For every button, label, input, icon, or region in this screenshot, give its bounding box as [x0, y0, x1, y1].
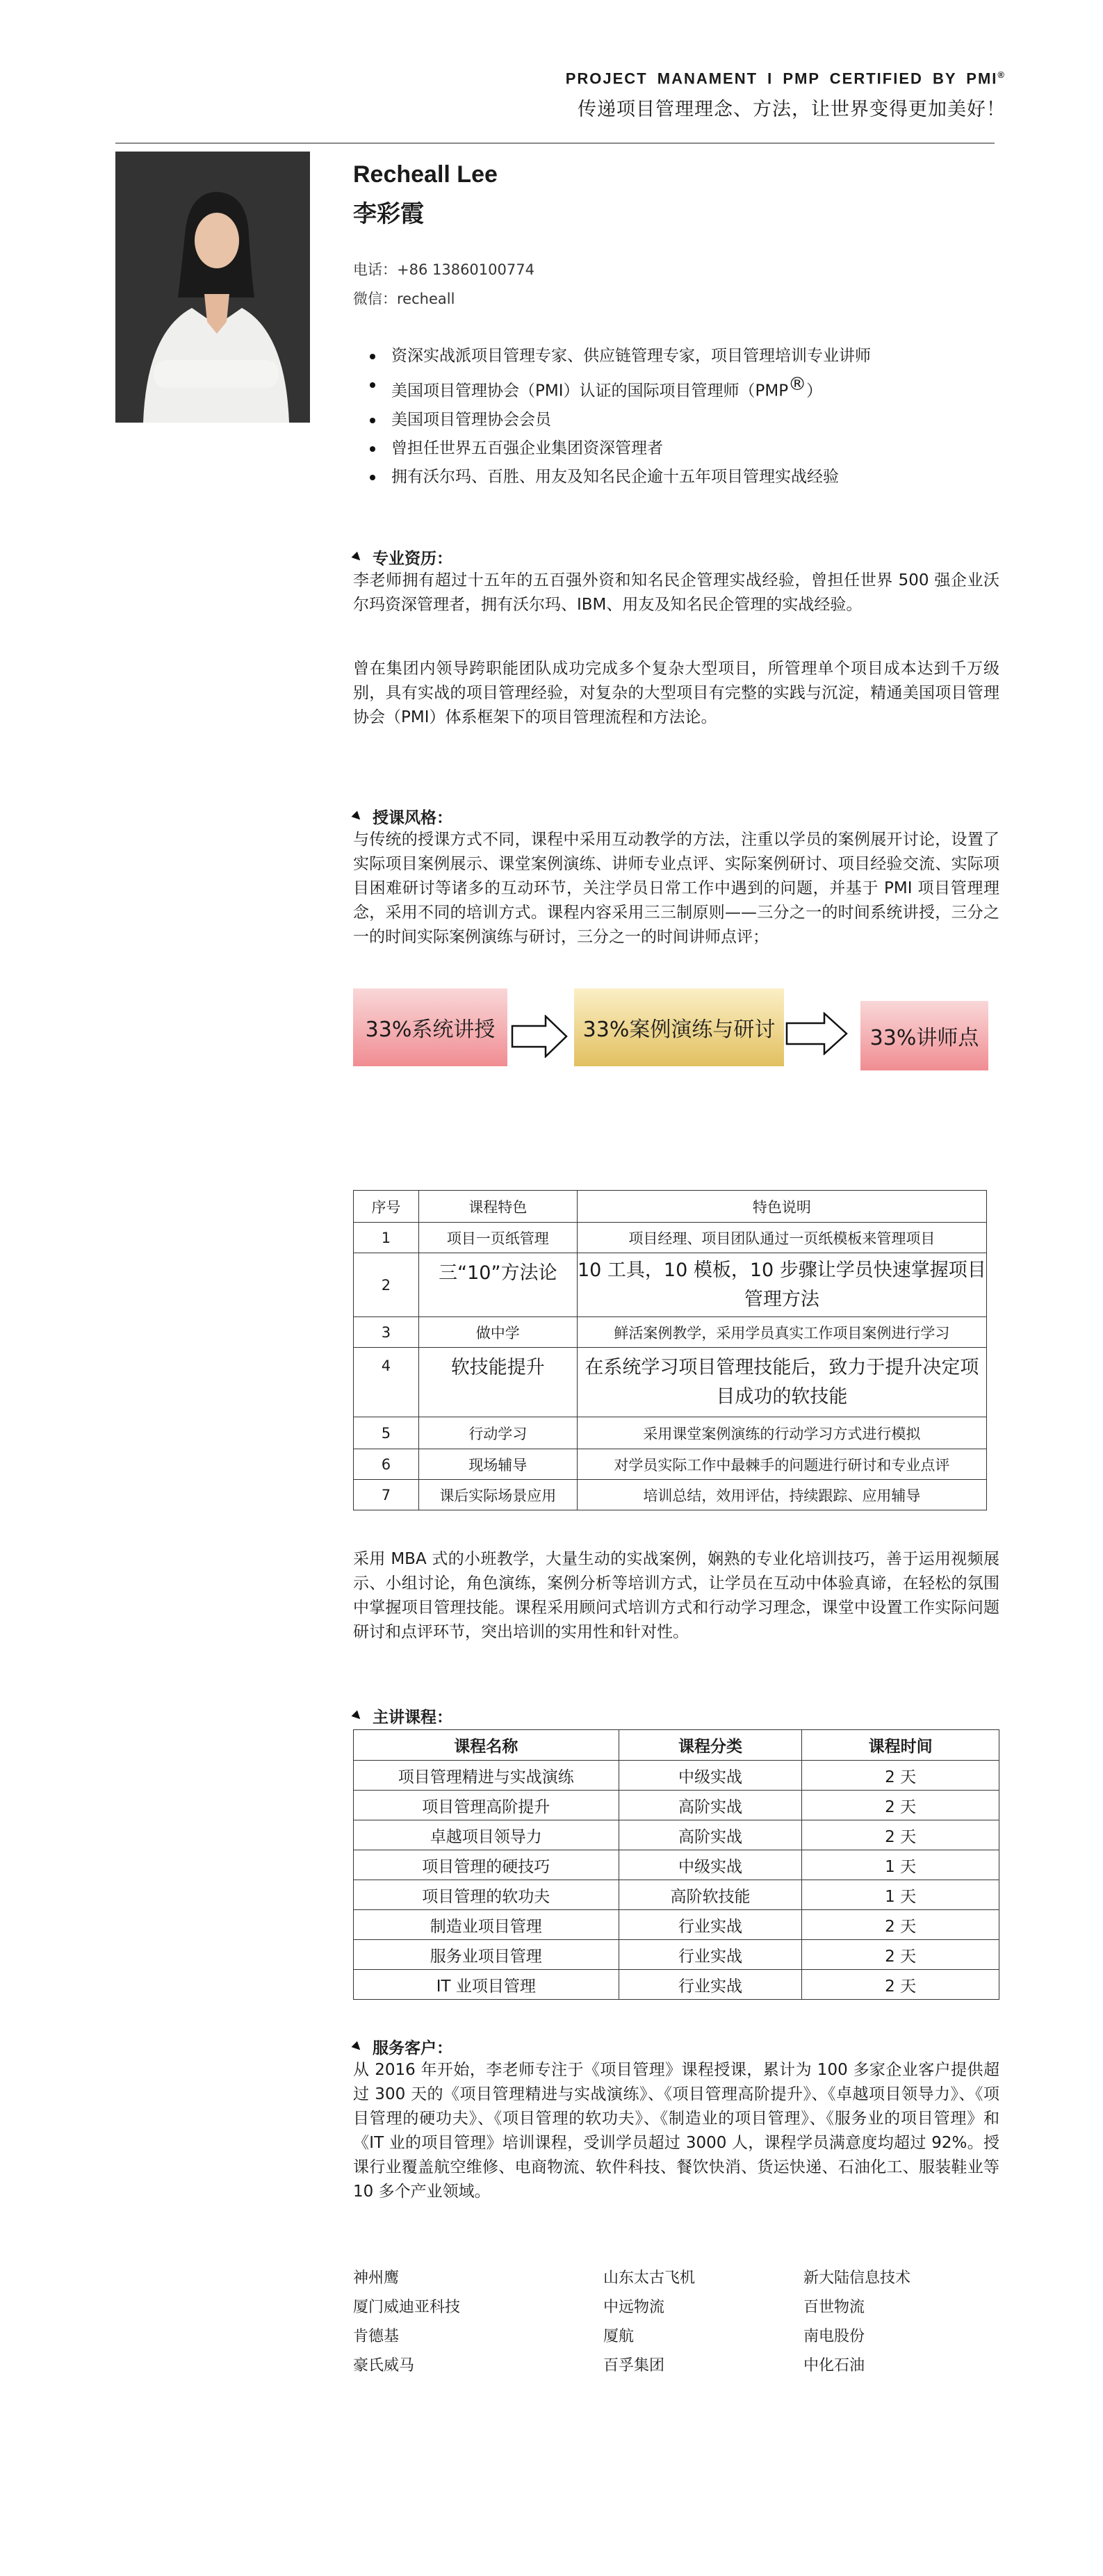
table-header-row — [354, 1191, 987, 1223]
client-row — [353, 2320, 999, 2349]
table-row — [354, 1761, 999, 1791]
table-cell: 行业实战 — [619, 1970, 802, 2000]
table-cell: 1 天 — [802, 1880, 999, 1910]
client-name: 百世物流 — [803, 2298, 865, 2316]
table-cell: 采用课堂案例演练的行动学习方式进行模拟 — [577, 1417, 986, 1449]
table-cell: 现场辅导 — [418, 1449, 577, 1480]
table-cell: IT 业项目管理 — [354, 1970, 619, 2000]
table-row — [354, 1820, 999, 1850]
table-cell: 1 天 — [802, 1850, 999, 1880]
table-cell: 项目管理的硬技巧 — [354, 1850, 619, 1880]
bullet-item: 资深实战派项目管理专家、供应链管理专家，项目管理培训专业讲师 — [353, 342, 1006, 370]
triangle-icon — [352, 551, 363, 563]
profile-bullet-list — [353, 342, 1006, 491]
table-header-cell: 课程名称 — [354, 1730, 619, 1761]
table-cell: 2 天 — [802, 1940, 999, 1970]
table-cell: 行业实战 — [619, 1910, 802, 1940]
client-name: 百孚集团 — [603, 2356, 665, 2374]
table-cell: 项目管理高阶提升 — [354, 1791, 619, 1820]
client-row — [353, 2262, 999, 2291]
table-row — [354, 1910, 999, 1940]
client-name: 中化石油 — [803, 2356, 865, 2374]
section-title-experience: 专业资历： — [353, 546, 452, 569]
client-list — [353, 2262, 999, 2379]
courses-table — [353, 1729, 999, 2000]
table-row — [354, 1317, 987, 1348]
table-cell: 项目一页纸管理 — [418, 1223, 577, 1253]
table-row — [354, 1348, 987, 1417]
table-cell: 行动学习 — [418, 1417, 577, 1449]
flow-box-lecture: 33%系统讲授 — [353, 988, 507, 1066]
table-cell: 卓越项目领导力 — [354, 1820, 619, 1850]
style-paragraph: 与传统的授课方式不同，课程中采用互动教学的方法，注重以学员的案例展开讨论，设置了实际项目案例展示、课堂案例演练、讲师专业点评、实际案例研讨、项目经验交流、实际项目困难研讨等诸多的互动环节，关注学员日常工作中遇到的问题，并基于 PMI 项目管理理念，采用不同的培训方式。课程内容采用三三制原则——三分之一的时间系统讲授，三分之一的时间实际案例演练与研讨，三分之一的时间讲师点评； — [353, 831, 999, 946]
bullet-item: 美国项目管理协会会员 — [353, 406, 1006, 434]
table-cell: 中级实战 — [619, 1761, 802, 1791]
table-cell: 软技能提升 — [418, 1348, 577, 1417]
table-cell: 3 — [354, 1317, 419, 1348]
features-summary: 采用 MBA 式的小班教学，大量生动的实战案例，娴熟的专业化培训技巧，善于运用视频展示、小组讨论，角色演练，案例分析等培训方式，让学员在互动中体验真谛，在轻松的氛围中掌握项目管理技能。课程采用顾问式培训方式和行动学习理念，课堂中设置工作实际问题研讨和点评环节，突出培训的实用性和针对性。 — [353, 1550, 999, 1641]
table-cell: 2 天 — [802, 1791, 999, 1820]
table-cell: 2 天 — [802, 1820, 999, 1850]
table-cell: 7 — [354, 1480, 419, 1510]
table-cell: 10 工具，10 模板，10 步骤让学员快速掌握项目管理方法 — [577, 1253, 986, 1317]
table-cell: 2 天 — [802, 1761, 999, 1791]
table-row — [354, 1417, 987, 1449]
client-name: 中远物流 — [603, 2298, 665, 2316]
client-row — [353, 2291, 999, 2320]
table-row — [354, 1880, 999, 1910]
table-header-cell: 课程分类 — [619, 1730, 802, 1761]
table-cell: 中级实战 — [619, 1850, 802, 1880]
experience-paragraph-1: 李老师拥有超过十五年的五百强外资和知名民企管理实战经验，曾担任世界 500 强企业沃尔玛资深管理者，拥有沃尔玛、IBM、用友及知名民企管理的实战经验。 — [353, 571, 999, 614]
header-tagline-en: PROJECT MANAMENT I PMP CERTIFIED BY PMI® — [565, 70, 1006, 88]
table-cell: 服务业项目管理 — [354, 1940, 619, 1970]
client-name: 厦航 — [603, 2327, 635, 2345]
table-row — [354, 1480, 987, 1510]
table-cell: 2 天 — [802, 1970, 999, 2000]
bullet-item: 曾担任世界五百强企业集团资深管理者 — [353, 434, 1006, 463]
table-cell: 高阶软技能 — [619, 1880, 802, 1910]
table-cell: 高阶实战 — [619, 1791, 802, 1820]
table-cell: 项目经理、项目团队通过一页纸模板来管理项目 — [577, 1223, 986, 1253]
table-cell: 课后实际场景应用 — [418, 1480, 577, 1510]
table-row — [354, 1253, 987, 1317]
phone-text: 电话：+86 13860100774 — [353, 261, 534, 278]
table-row — [354, 1449, 987, 1480]
section-title-style: 授课风格： — [353, 805, 452, 828]
table-cell: 2 — [354, 1253, 419, 1317]
table-cell: 制造业项目管理 — [354, 1910, 619, 1940]
table-header-cell: 序号 — [354, 1191, 419, 1223]
features-table — [353, 1190, 987, 1510]
client-name: 豪氏威马 — [353, 2356, 415, 2374]
table-header-cell: 课程特色 — [418, 1191, 577, 1223]
table-cell: 三“10”方法论 — [418, 1253, 577, 1317]
flow-box-review: 33%讲师点 — [860, 1001, 988, 1070]
triangle-icon — [352, 2041, 363, 2053]
table-header-row — [354, 1730, 999, 1761]
name-english: Recheall Lee — [353, 161, 498, 188]
arrow-right-icon — [511, 1015, 568, 1058]
table-cell: 6 — [354, 1449, 419, 1480]
table-header-cell: 特色说明 — [577, 1191, 986, 1223]
header-divider — [115, 142, 995, 144]
table-cell: 2 天 — [802, 1910, 999, 1940]
table-cell: 项目管理的软功夫 — [354, 1880, 619, 1910]
client-row — [353, 2349, 999, 2379]
table-row — [354, 1223, 987, 1253]
table-row — [354, 1791, 999, 1820]
table-cell: 在系统学习项目管理技能后，致力于提升决定项目成功的软技能 — [577, 1348, 986, 1417]
table-row — [354, 1940, 999, 1970]
table-cell: 行业实战 — [619, 1940, 802, 1970]
wechat-text: 微信：recheall — [353, 291, 455, 307]
table-cell: 鲜活案例教学，采用学员真实工作项目案例进行学习 — [577, 1317, 986, 1348]
table-cell: 做中学 — [418, 1317, 577, 1348]
arrow-right-icon — [785, 1012, 848, 1055]
client-name: 南电股份 — [803, 2327, 865, 2345]
profile-photo — [115, 152, 310, 423]
name-chinese: 李彩霞 — [353, 200, 424, 228]
client-name: 肯德基 — [353, 2327, 400, 2345]
table-cell: 对学员实际工作中最棘手的问题进行研讨和专业点评 — [577, 1449, 986, 1480]
client-name: 山东太古飞机 — [603, 2269, 696, 2287]
client-name: 神州鹰 — [353, 2269, 400, 2287]
client-name: 厦门威迪亚科技 — [353, 2298, 461, 2316]
header-tagline-cn: 传递项目管理理念、方法，让世界变得更加美好！ — [578, 99, 1006, 120]
section-title-clients: 服务客户： — [353, 2035, 452, 2058]
table-cell: 培训总结，效用评估，持续跟踪、应用辅导 — [577, 1480, 986, 1510]
table-cell: 4 — [354, 1348, 419, 1417]
client-name: 新大陆信息技术 — [803, 2269, 911, 2287]
table-row — [354, 1850, 999, 1880]
triangle-icon — [352, 810, 363, 822]
bullet-item: 拥有沃尔玛、百胜、用友及知名民企逾十五年项目管理实战经验 — [353, 463, 1006, 491]
table-cell: 高阶实战 — [619, 1820, 802, 1850]
bullet-item: 美国项目管理协会（PMI）认证的国际项目管理师（PMP®） — [353, 370, 1006, 406]
portrait-image — [115, 152, 310, 423]
table-cell: 项目管理精进与实战演练 — [354, 1761, 619, 1791]
flow-box-case-practice: 33%案例演练与研讨 — [574, 988, 784, 1066]
table-row — [354, 1970, 999, 2000]
section-title-courses: 主讲课程： — [353, 1704, 452, 1727]
table-cell: 1 — [354, 1223, 419, 1253]
triangle-icon — [352, 1710, 363, 1722]
table-header-cell: 课程时间 — [802, 1730, 999, 1761]
experience-paragraph-2: 曾在集团内领导跨职能团队成功完成多个复杂大型项目，所管理单个项目成本达到千万级别，具有实战的项目管理经验，对复杂的大型项目有完整的实践与沉淀，精通美国项目管理协会（PMI）体系框架下的项目管理流程和方法论。 — [353, 660, 999, 726]
clients-paragraph: 从 2016 年开始，李老师专注于《项目管理》课程授课，累计为 100 多家企业客户提供超过 300 天的《项目管理精进与实战演练》、《项目管理高阶提升》、《卓越项目领导力》、《项目管理的硬功夫》、《项目管理的软功夫》、《制造业的项目管理》、《服务业的项目管理》和《IT 业的项目管理》培训课程，受训学员超过 3000 人，课程学员满意度均超过 92%。授课行业覆盖航空维修、电商物流、软件科技、餐饮快消、货运快递、石油化工、服装鞋业等 10 多个产业领域。 — [353, 2061, 999, 2201]
table-cell: 5 — [354, 1417, 419, 1449]
